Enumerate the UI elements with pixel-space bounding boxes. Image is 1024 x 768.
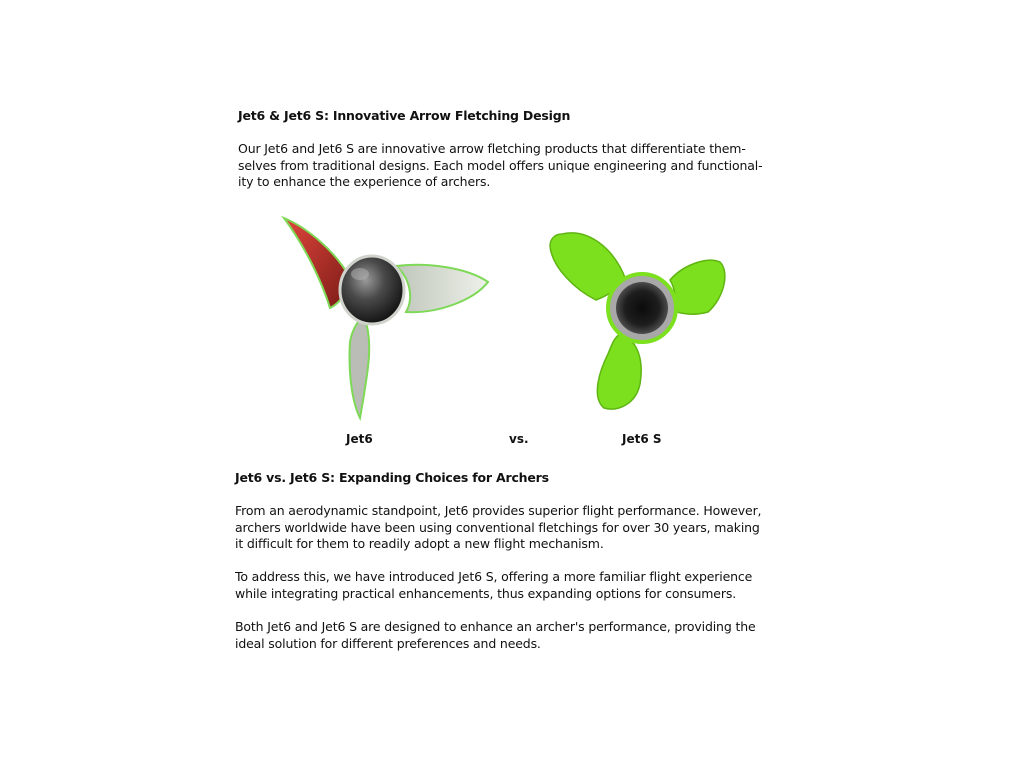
vs-label: vs. (509, 432, 529, 446)
section2-paragraph-3 (235, 619, 756, 652)
jet6s-vane-right (670, 260, 725, 314)
intro-paragraph (238, 141, 762, 191)
jet6-vane-bottom (349, 316, 369, 418)
section2-paragraph-1 (235, 503, 761, 553)
jet6s-label: Jet6 S (622, 432, 662, 446)
paragraph-line: it difficult for them to readily adopt a new flight mechanism. (235, 536, 604, 551)
section2-title: Jet6 vs. Jet6 S: Expanding Choices for Archers (235, 470, 549, 485)
jet6-product-image (278, 212, 494, 424)
paragraph-line: From an aerodynamic standpoint, Jet6 provides superior flight performance. However, (235, 503, 762, 518)
intro-title: Jet6 & Jet6 S: Innovative Arrow Fletching Design (238, 108, 571, 123)
paragraph-line: Both Jet6 and Jet6 S are designed to enhance an archer's performance, providing the (235, 619, 756, 634)
intro-line: Our Jet6 and Jet6 S are innovative arrow fletching products that differentiate them- (238, 141, 746, 156)
intro-line: selves from traditional designs. Each model offers unique engineering and functional- (238, 157, 763, 173)
intro-line: ity to enhance the experience of archers. (238, 174, 491, 189)
section2-paragraph-2 (235, 569, 752, 602)
jet6-label: Jet6 (346, 432, 373, 446)
jet6-hub (340, 256, 404, 324)
paragraph-line: while integrating practical enhancements, thus expanding options for consumers. (235, 585, 737, 601)
jet6s-product-image (548, 228, 730, 414)
jet6-vane-right (396, 265, 488, 312)
paragraph-line: archers worldwide have been using conventional fletchings for over 30 years, making (235, 519, 760, 535)
jet6s-vane-bottom (597, 334, 641, 409)
paragraph-line: To address this, we have introduced Jet6 S, offering a more familiar flight experience (235, 569, 753, 584)
paragraph-line: ideal solution for different preferences and needs. (235, 635, 541, 651)
